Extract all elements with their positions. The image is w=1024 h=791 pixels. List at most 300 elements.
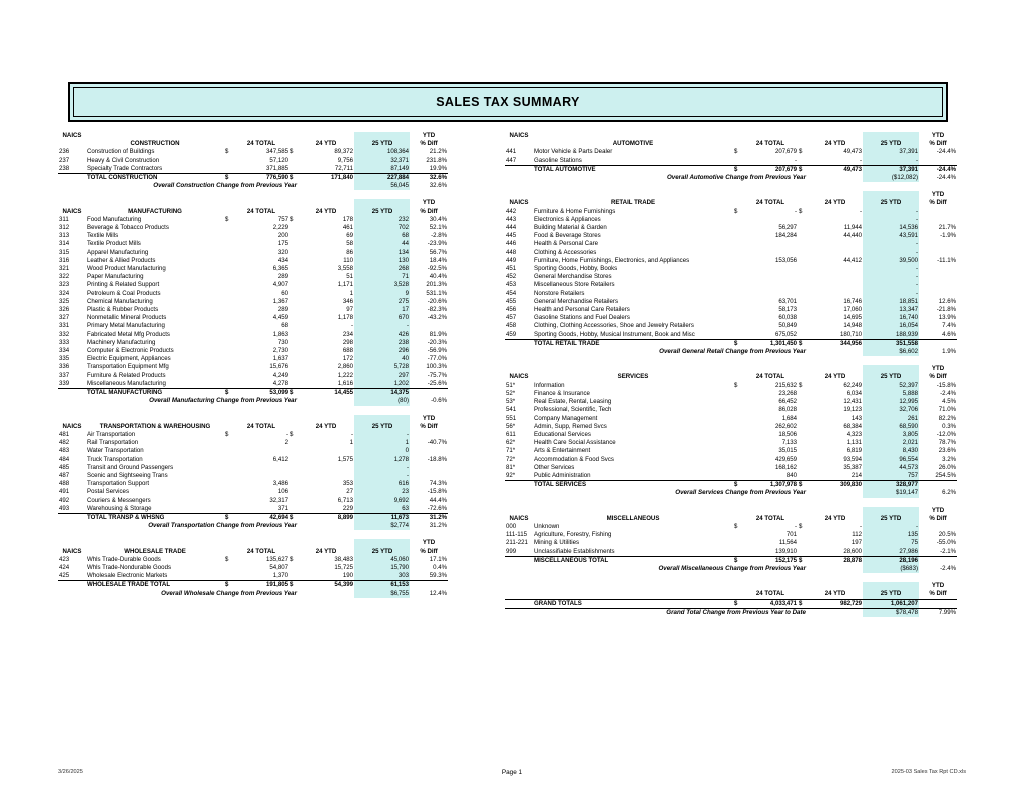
row-pctdiff <box>410 431 448 439</box>
total-blank <box>58 389 86 398</box>
row-naics: 327 <box>59 314 70 322</box>
row-ytd25: - <box>863 240 919 248</box>
hdr-blank <box>86 199 224 207</box>
total-pctdiff <box>919 339 957 348</box>
col-header-ytd25: 25 YTD <box>354 140 410 148</box>
row-currency <box>224 347 233 355</box>
table-row <box>505 157 957 166</box>
row-pctdiff: -23.9% <box>427 240 447 248</box>
total-ytd25: 28,196 <box>863 556 919 565</box>
row-naics: 456 <box>506 306 517 314</box>
row-currency <box>798 249 807 257</box>
col-header-naics: NAICS <box>509 373 529 381</box>
row-pctdiff: -2.4% <box>940 389 956 397</box>
table-row <box>58 182 448 190</box>
row-pctdiff: 19.9% <box>429 164 447 172</box>
table-row <box>58 208 448 216</box>
row-currency <box>733 322 742 330</box>
row-naics: 72* <box>506 455 516 463</box>
row-ytd25: 296 <box>354 347 410 355</box>
row-ytd24: 27 <box>346 488 353 496</box>
row-ytd25: - <box>354 431 410 439</box>
row-total24: 289 <box>277 273 288 281</box>
row-ytd24: 69 <box>346 232 353 240</box>
table-row <box>58 439 448 447</box>
row-pctdiff: 12.6% <box>938 297 956 305</box>
row-pctdiff: -82.3% <box>427 306 447 314</box>
row-pctdiff: 17.1% <box>429 555 447 563</box>
row-ytd25: 238 <box>354 339 410 347</box>
row-ytd25: 14,536 <box>863 224 919 232</box>
row-label: Sporting Goods, Hobby, Musical Instrument, Book and Misc <box>534 330 695 338</box>
row-ytd25: 13,347 <box>863 306 919 314</box>
row-ytd25: 130 <box>354 257 410 265</box>
row-naics: 453 <box>506 281 517 289</box>
row-currency <box>733 290 742 298</box>
row-ytd25: 68,590 <box>863 423 919 431</box>
row-naics: 325 <box>59 297 70 305</box>
row-pctdiff <box>919 290 957 298</box>
row-currency <box>733 157 742 166</box>
row-ytd24: 28,600 <box>843 547 862 555</box>
hdr-blank <box>807 132 863 140</box>
row-label: Couriers & Messengers <box>87 496 151 504</box>
row-naics: 62* <box>506 439 516 447</box>
table-row <box>58 464 448 472</box>
row-currency <box>733 423 742 431</box>
row-label: Beverage & Tobacco Products <box>87 224 169 232</box>
row-ytd25: 23 <box>354 488 410 496</box>
table-row <box>58 190 448 199</box>
row-currency <box>224 372 233 380</box>
col-header-pctdiff: % Diff <box>420 422 438 430</box>
row-currency <box>224 298 233 306</box>
row-total24: - <box>794 522 797 530</box>
row-total24: 215,632 <box>774 381 797 389</box>
table-row <box>505 447 957 455</box>
col-header-ytd25: 25 YTD <box>354 548 410 556</box>
row-ytd24 <box>807 281 863 289</box>
row-pctdiff: 21.2% <box>429 148 447 156</box>
grand-header-ytd24: 24 YTD <box>824 590 846 598</box>
total-currency: $ <box>798 481 807 490</box>
table-row <box>58 590 448 598</box>
col-header-ytd24: 24 YTD <box>824 373 846 381</box>
spacer-cell <box>505 356 957 365</box>
right-column <box>505 132 957 617</box>
report-title-box <box>68 82 948 122</box>
row-pctdiff: -2.8% <box>431 232 447 240</box>
hdr-blank <box>289 548 298 556</box>
row-naics: 481 <box>59 430 70 438</box>
col-header-naics <box>505 191 533 199</box>
hdr-blank <box>233 539 289 547</box>
total-ytd24: 171,840 <box>298 174 354 183</box>
change-pct: 12.4% <box>429 589 447 597</box>
row-naics: 611 <box>506 430 516 438</box>
col-header-total24: 24 TOTAL <box>755 373 785 381</box>
row-ytd24 <box>807 265 863 273</box>
table-row <box>58 249 448 257</box>
table-row <box>58 331 448 339</box>
row-ytd24: 178 <box>342 215 353 223</box>
row-pctdiff: -20.6% <box>427 297 447 305</box>
row-currency: $ <box>799 207 803 215</box>
row-currency <box>798 314 807 322</box>
row-label: Warehousing & Storage <box>87 504 152 512</box>
table-row <box>58 216 448 224</box>
table-row <box>505 265 957 273</box>
change-pct: 1.9% <box>942 348 956 356</box>
row-ytd24 <box>807 240 863 248</box>
row-naics: 451 <box>506 265 517 273</box>
hdr-blank <box>86 539 224 547</box>
row-naics: 449 <box>506 256 517 264</box>
table-row <box>505 273 957 281</box>
row-currency: $ <box>225 148 229 156</box>
change-value: $6,602 <box>863 348 919 356</box>
row-naics: 446 <box>506 240 517 248</box>
row-ytd25: 68 <box>354 232 410 240</box>
footer-date: 3/26/2025 <box>58 769 83 775</box>
change-value: ($683) <box>863 565 919 573</box>
row-pctdiff: -55.0% <box>936 539 956 547</box>
row-total24: 4,278 <box>272 379 288 387</box>
hdr-blank <box>533 365 733 373</box>
row-currency <box>733 472 742 481</box>
change-pct: -0.6% <box>431 397 447 405</box>
row-ytd25: 5,888 <box>863 390 919 398</box>
row-ytd25: 15,790 <box>354 564 410 572</box>
col-header-ytd: YTD <box>422 199 436 207</box>
total-label: TOTAL CONSTRUCTION <box>86 174 224 183</box>
row-pctdiff: 0.3% <box>942 422 956 430</box>
col-header-total24: 24 TOTAL <box>755 199 785 207</box>
row-pctdiff <box>410 447 448 455</box>
row-label: Finance & Insurance <box>534 389 590 397</box>
row-total24 <box>742 273 798 281</box>
row-total24: 371,885 <box>265 164 288 172</box>
row-currency <box>224 355 233 363</box>
row-label: Construction of Buildings <box>87 148 155 156</box>
row-total24: 50,849 <box>778 322 797 330</box>
row-currency <box>798 322 807 330</box>
hdr-blank <box>798 373 807 381</box>
row-total24: 757 <box>277 215 288 223</box>
col-header-ytd24: 24 YTD <box>315 207 337 215</box>
row-naics: 000 <box>506 522 517 530</box>
row-currency <box>733 273 742 281</box>
change-value: (80) <box>354 397 410 405</box>
row-pctdiff: 44.4% <box>429 496 447 504</box>
row-pctdiff: -72.6% <box>427 504 447 512</box>
row-ytd25: 757 <box>863 472 919 481</box>
table-row <box>505 464 957 472</box>
row-currency <box>798 281 807 289</box>
row-ytd25: 275 <box>354 298 410 306</box>
row-pctdiff: 56.7% <box>429 248 447 256</box>
row-naics: 492 <box>59 496 70 504</box>
row-label: Rail Transportation <box>87 439 139 447</box>
row-label: Air Transportation <box>87 430 136 438</box>
row-label: Miscellaneous Manufacturing <box>87 379 166 387</box>
change-label: Overall Services Change from Previous Year <box>675 489 806 497</box>
total-pctdiff: 32.6% <box>410 174 448 183</box>
row-ytd24: 6,819 <box>846 447 862 455</box>
row-ytd24: 110 <box>343 256 353 264</box>
col-header-naics <box>505 365 533 373</box>
row-naics: 493 <box>59 504 70 512</box>
row-naics: 444 <box>506 224 517 232</box>
row-pctdiff: -20.3% <box>427 338 447 346</box>
table-row <box>58 423 448 431</box>
hdr-blank <box>533 191 733 199</box>
table-row <box>505 356 957 365</box>
row-label: Postal Services <box>87 488 129 496</box>
hdr-blank <box>863 507 919 515</box>
change-pct: 31.2% <box>429 522 447 530</box>
row-label: Health & Personal Care <box>534 240 599 248</box>
row-total24 <box>233 472 289 480</box>
row-ytd25: 32,706 <box>863 406 919 414</box>
total-total24: 42,694 <box>233 513 289 522</box>
row-pctdiff: 71.0% <box>938 406 956 414</box>
row-currency: $ <box>290 148 294 156</box>
hdr-blank <box>533 507 733 515</box>
row-naics: 53* <box>506 398 516 406</box>
grand-header-total24: 24 TOTAL <box>755 590 785 598</box>
row-label: Transportation Equipment Mfg <box>87 363 169 371</box>
table-row <box>505 481 957 490</box>
total-currency: $ <box>224 174 233 183</box>
row-ytd24: - <box>350 430 353 438</box>
row-currency <box>798 273 807 281</box>
row-ytd25: 3,528 <box>354 281 410 289</box>
row-naics: 211-221 <box>506 539 528 547</box>
row-currency <box>798 290 807 298</box>
row-pctdiff: 201.3% <box>426 281 447 289</box>
row-naics: 71* <box>506 447 516 455</box>
row-ytd25: - <box>354 322 410 330</box>
col-header-naics <box>505 507 533 515</box>
row-naics: 441 <box>506 148 517 156</box>
row-pctdiff: 4.6% <box>942 330 956 338</box>
col-header-pctdiff: % Diff <box>929 140 947 148</box>
row-pctdiff <box>919 249 957 257</box>
row-pctdiff <box>410 472 448 480</box>
row-total24: 2 <box>284 439 288 447</box>
hdr-blank <box>733 507 742 515</box>
row-ytd24 <box>298 447 354 455</box>
change-label: Overall Transportation Change from Previous Year <box>148 522 297 530</box>
col-header-ytd25: 25 YTD <box>863 140 919 148</box>
row-label: Primary Metal Manufacturing <box>87 322 165 330</box>
row-label: Nonmetallic Mineral Products <box>87 314 167 322</box>
table-row <box>505 249 957 257</box>
row-pctdiff: -24.4% <box>936 148 956 156</box>
col-header-ytd24: 24 YTD <box>824 199 846 207</box>
row-currency <box>289 165 298 174</box>
row-label: General Merchandise Retailers <box>534 297 618 305</box>
row-ytd24: 44,440 <box>843 232 862 240</box>
col-header-naics: NAICS <box>62 547 82 555</box>
total-ytd25: 14,375 <box>354 389 410 398</box>
row-label: Admin, Supp, Remed Svcs <box>534 422 607 430</box>
row-total24: 200 <box>277 232 288 240</box>
table-row <box>58 598 448 607</box>
row-pctdiff: 13.9% <box>938 314 956 322</box>
table-row <box>58 380 448 389</box>
row-pctdiff: 100.3% <box>426 363 447 371</box>
table-row <box>505 174 957 182</box>
table-row <box>58 415 448 423</box>
row-total24: 320 <box>277 248 288 256</box>
row-ytd24: 298 <box>342 338 353 346</box>
row-total24: 86,028 <box>778 406 797 414</box>
hdr-blank <box>742 191 798 199</box>
col-header-naics <box>58 199 86 207</box>
row-ytd24: 35,387 <box>843 463 862 471</box>
row-currency <box>289 447 298 455</box>
hdr-blank <box>733 515 742 523</box>
total-blank <box>58 513 86 522</box>
row-ytd25: 37,391 <box>863 148 919 156</box>
row-pctdiff: -21.8% <box>936 306 956 314</box>
row-total24: 1,863 <box>272 330 288 338</box>
row-naics: 314 <box>59 240 70 248</box>
table-row <box>58 199 448 207</box>
row-currency <box>224 339 233 347</box>
row-label: Wholesale Electronic Markets <box>87 572 168 580</box>
row-naics: 316 <box>59 256 70 264</box>
row-label: Health and Personal Care Retailers <box>534 306 630 314</box>
table-row <box>505 322 957 330</box>
row-label: Unclassifiable Establishments <box>534 547 615 555</box>
col-header-ytd25: 25 YTD <box>354 423 410 431</box>
row-total24: 63,701 <box>778 297 797 305</box>
row-pctdiff: -25.6% <box>427 379 447 387</box>
row-pctdiff <box>919 157 957 166</box>
change-pct: -24.4% <box>936 174 956 182</box>
row-pctdiff: 7.4% <box>942 322 956 330</box>
table-row <box>505 498 957 507</box>
total-currency: $ <box>224 581 233 590</box>
hdr-blank <box>798 191 807 199</box>
hdr-blank <box>863 365 919 373</box>
table-row <box>505 298 957 306</box>
row-naics: 442 <box>506 207 517 215</box>
col-header-ytd24: 24 YTD <box>824 140 846 148</box>
hdr-blank <box>86 132 224 140</box>
change-blank <box>807 348 863 356</box>
row-total24: 175 <box>277 240 288 248</box>
row-label: Machinery Manufacturing <box>87 338 156 346</box>
hdr-blank <box>733 132 742 140</box>
col-header-ytd24: 24 YTD <box>315 547 337 555</box>
row-total24: 1,684 <box>781 414 797 422</box>
row-naics: 551 <box>506 414 517 422</box>
row-ytd25: 39,500 <box>863 257 919 265</box>
row-currency <box>733 431 742 439</box>
total-blank <box>505 481 533 490</box>
row-ytd24 <box>807 249 863 257</box>
total-total24: 207,679 <box>742 165 798 174</box>
hdr-blank <box>742 132 798 140</box>
row-total24: 60 <box>281 289 288 297</box>
row-naics: 52* <box>506 389 516 397</box>
row-currency <box>798 531 807 539</box>
row-currency <box>798 240 807 248</box>
hdr-blank <box>863 582 919 590</box>
total-currency: $ <box>224 389 233 398</box>
row-currency <box>798 298 807 306</box>
grand-ytd24: 982,729 <box>807 599 863 608</box>
row-label: Electric Equipment, Appliances <box>87 355 171 363</box>
row-ytd25: 52,397 <box>863 382 919 390</box>
table-row <box>58 306 448 314</box>
col-header-total24: 24 TOTAL <box>246 140 276 148</box>
row-currency <box>224 232 233 240</box>
row-total24: 168,162 <box>774 463 797 471</box>
col-header-ytd: YTD <box>931 191 945 199</box>
row-currency <box>289 157 298 165</box>
row-currency <box>289 572 298 581</box>
row-pctdiff: 0.4% <box>433 563 447 571</box>
total-total24: 1,301,450 <box>742 339 798 348</box>
row-naics: 312 <box>59 224 70 232</box>
row-currency <box>798 157 807 166</box>
row-total24: 4,907 <box>272 281 288 289</box>
row-ytd25: 8,430 <box>863 447 919 455</box>
row-ytd25: 16,054 <box>863 322 919 330</box>
section-header: WHOLESALE TRADE <box>124 547 186 555</box>
col-header-total24: 24 TOTAL <box>246 422 276 430</box>
change-label: Overall Miscellaneous Change from Previous Year <box>658 564 806 572</box>
col-header-ytd: YTD <box>422 539 436 547</box>
row-ytd24: 72,711 <box>334 164 353 172</box>
row-pctdiff: -1.9% <box>940 232 956 240</box>
total-label: TOTAL RETAIL TRADE <box>533 339 733 348</box>
row-pctdiff: 3.2% <box>942 455 956 463</box>
row-pctdiff: 40.4% <box>429 273 447 281</box>
row-currency <box>798 415 807 423</box>
row-naics: 459 <box>506 330 517 338</box>
left-column <box>58 132 448 607</box>
row-label: Scenic and Sightseeing Trans <box>87 471 168 479</box>
row-currency <box>224 480 233 488</box>
table-row <box>58 564 448 572</box>
col-header-ytd: YTD <box>422 132 436 139</box>
row-total24: 7,133 <box>781 439 797 447</box>
row-total24: 434 <box>277 256 288 264</box>
row-pctdiff: 82.2% <box>938 414 956 422</box>
row-label: Other Services <box>534 463 575 471</box>
row-ytd25: 426 <box>354 331 410 339</box>
row-ytd25: 32,371 <box>354 157 410 165</box>
change-value: 56,045 <box>354 182 410 190</box>
hdr-blank <box>798 515 807 523</box>
row-ytd24: 44,412 <box>843 256 862 264</box>
row-ytd24: 346 <box>342 297 353 305</box>
row-total24: 730 <box>277 338 288 346</box>
row-currency <box>733 298 742 306</box>
table-row <box>505 182 957 191</box>
table-row <box>505 199 957 207</box>
row-total24: 68 <box>281 322 288 330</box>
row-currency <box>798 539 807 547</box>
hdr-blank <box>807 365 863 373</box>
row-label: Plastic & Rubber Products <box>87 306 159 314</box>
